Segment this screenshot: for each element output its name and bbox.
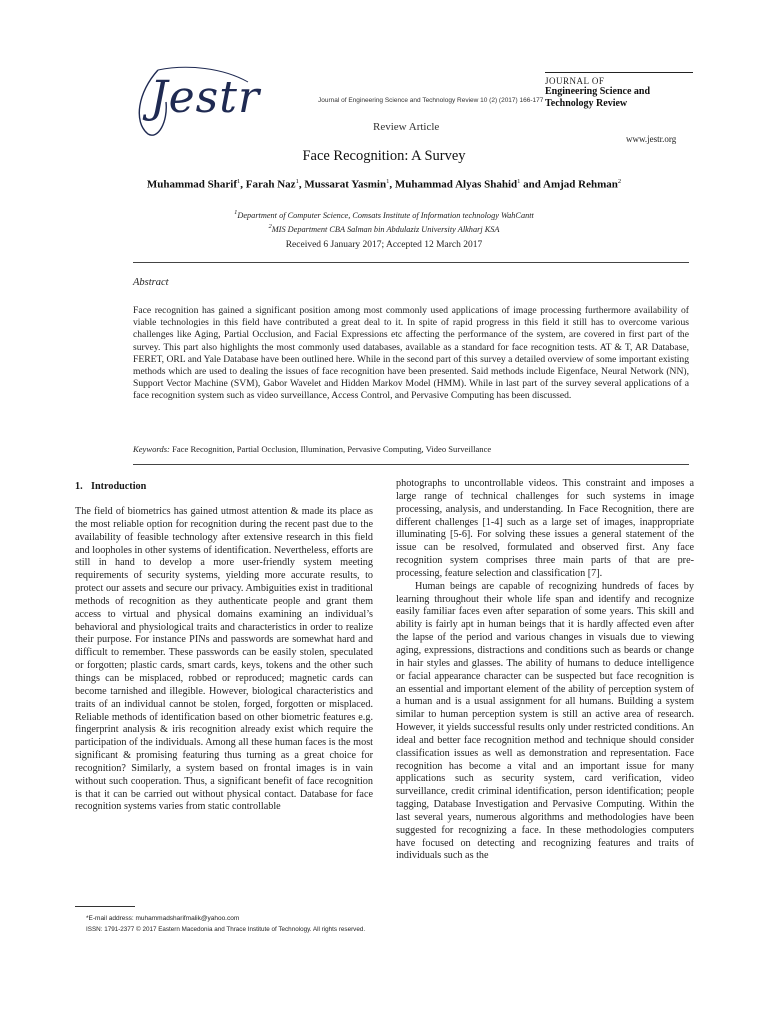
author-name: Farah Naz [245,178,296,191]
affiliations [0,207,768,235]
journal-name-line2: Technology Review [545,98,628,109]
divider-top [133,262,689,263]
author-affiliation-mark: 1 [237,178,241,185]
body-paragraph: photographs to uncontrollable videos. This constraint and imposes a large range of technical challenges for such systems in image processing, analysis, and understanding. In Face Recognition, there are different challenges [1-4] such as a large set of images, inappropriate illuminating [5-6]. For solving these issues a general statement of the issue can be resolved, formulated and observed first. Any face recognition system comprises three main parts of that are pre-processing, feature selection and classification [7]. [396,478,694,579]
affiliation-2: $^2$MIS Department CBA Salman bin Abdulaziz University Alkharj KSA [268,222,500,234]
footnote-issn: ISSN: 1791-2377 © 2017 Eastern Macedonia and Thrace Institute of Technology. All rights reserved. [86,926,366,933]
footnote-rule [75,906,135,907]
author-affiliation-mark: 1 [517,178,521,185]
abstract-body: Face recognition has gained a significant position among most commonly used applications of image processing furthermore availability of viable technologies in this field have contributed a great deal to it. In spite of rapid progress in this field it still has to overcome various challenges like Aging, Partial Occlusion, and Facial Expressions etc affecting the performance of the system, are covered in first part of the survey. This part also highlights the most commonly used databases, available as a standard for face recognition tests. AT & T, AR Database, FERET, ORL and Yale Database have been outlined here. While in the second part of this survey a detailed overview of some important existing methods which are used to dealing the issues of face recognition have been presented. Said methods include Eigenface, Neural Network (NN), Support Vector Machine (SVM), Gabor Wavelet and Hidden Markov Model (HMM). While in last part of the survey several applications of a face recognition system such as video surveillance, Access Control, and Pervasive Computing has been discussed. [133,305,689,402]
footnote-email: *E-mail address: muhammadsharifmalik@yahoo.com [86,915,240,922]
body-paragraph: The field of biometrics has gained utmost attention & made its place as the most reliable option for recognition during the recent past due to the availability of feasible technology after extensive research in this field and loopholes in other systems of identification. Nevertheless, efforts are still in hand to develop a more user-friendly system meeting requirements of security systems, yielding more accurate results, to protect our assets and secure our privacy. Ambiguities exist in traditional methods of recognition as they authenticate people and grant them access to virtual and physical domains examining an individual’s behavioral and physiological traits and characteristics in order to realize their purpose. For instance PINs and passwords are somewhat hard and difficult to remember. These passwords can be easily stolen, speculated or forgotten; plastic cards, smart cards, keys, tokens and the other such things can be misplaced, robbed or reproduced; magnetic cards can become tarnished and illegible. However, biological characteristics and traits of an individual cannot be stolen, forged, forgotten or misplaced. Reliable methods of identification based on other biometric features e.g. fingerprint analysis & iris recognition already exist which require the participation of the individuals. Among all these human faces is the most significant & promising featuring thus turning as a great choice for recognition? Similarly, a system based on frontal images is in vain without such cooperation. Thus, a significant benefit of face recognition is that it can be carried out without physical contact. Database for face recognition systems varies from static controllable [75,506,373,813]
keywords-label: Keywords: [133,444,170,454]
column-right [396,478,694,863]
journal-of-label: JOURNAL OF [545,76,605,86]
affiliation-1: $^1$Department of Computer Science, Comsats Institute of Information technology WahCantt [234,209,534,220]
section-number: 1. [75,481,83,492]
article-type: Review Article [373,121,440,133]
journal-name-block [545,76,693,110]
divider-bottom [133,464,689,465]
author-list: Muhammad Sharif$^1$, Farah Naz$^1$, Mussarat Yasmin$^1$, Muhammad Alyas Shahid$^1$ and Amjad Rehman$^2$ [146,178,622,191]
received-dates: Received 6 January 2017; Accepted 12 March 2017 [285,240,483,250]
author-affiliation-mark: 2 [617,178,622,185]
paper-title: Face Recognition: A Survey [302,148,466,164]
author-name: Muhammad Alyas Shahid [394,178,518,191]
section-title: Introduction [91,481,147,492]
column-left [75,506,373,814]
author-name: Amjad Rehman [543,178,618,191]
author-affiliation-mark: 1 [295,178,299,185]
keywords-list: Face Recognition, Partial Occlusion, Illumination, Pervasive Computing, Video Surveillance [172,444,492,454]
journal-citation: Journal of Engineering Science and Technology Review 10 (2) (2017) 166-177 [318,97,544,104]
journal-top-rule [545,72,693,73]
author-name: Mussarat Yasmin [304,178,387,191]
abstract-heading: Abstract [133,277,169,288]
body-paragraph: Human beings are capable of recognizing hundreds of faces by learning throughout their whole life span and identify and recognize easily familiar faces even after separation of some years. This skill and ability is fairly apt in human beings that it is hardly affected even after the lapse of the period and various changes in visuals due to viewing aging, expressions, distractions and conditions such as beards or change in hair styles and glasses. The ability of humans to deduce intelligence or facial appearance character can be suspected but face recognition is an essential and important element of the ability of perception system of a human and is a usual assignment for all humans. Building a system similar to human perception system is still an active area of research. However, it yields successful results only under restricted conditions. An ideal and better face recognition method and technique should consider classification issues as well as demonstration and representation. Face recognition has become a vital and an important issue for many applications such as security system, card verification, video surveillance, credit criminal identification, person identification; people tagging, Database Investigation and Pervasive Computing. Within the last several years, numerous algorithms and methodologies have been suggested for recognizing a face. In these methodologies computers have focused on detecting and recognizing features and traits of individuals such as the [396,580,694,862]
author-name: Muhammad Sharif [146,178,238,191]
journal-name-line1: Engineering Science and [545,86,651,97]
author-affiliation-mark: 1 [386,178,390,185]
keywords-line [133,444,689,454]
journal-logo-text: Jestr [150,72,260,123]
journal-website-link[interactable]: www.jestr.org [626,134,677,144]
section-heading [75,481,146,492]
